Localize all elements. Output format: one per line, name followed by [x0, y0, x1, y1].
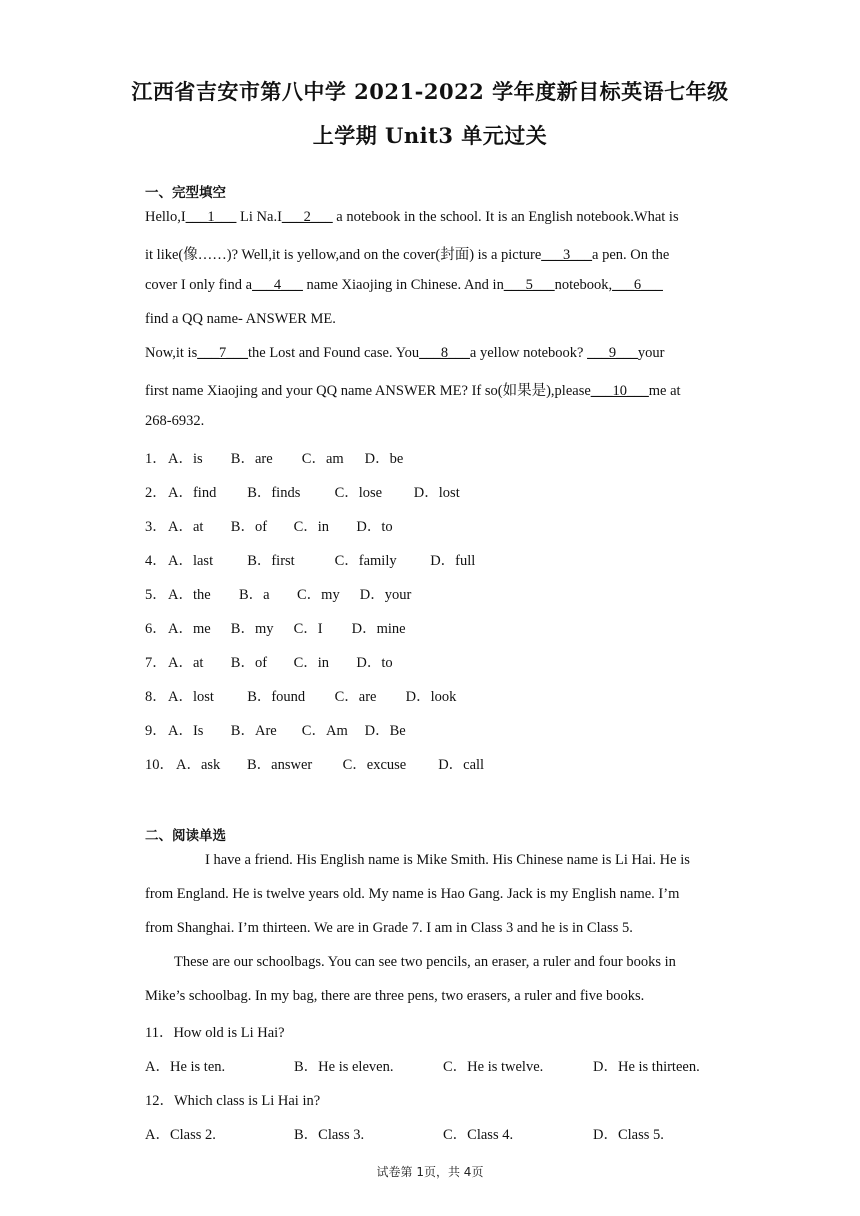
cloze-q1-option-c[interactable]: C．am — [301, 451, 344, 467]
cloze-q1-option-b[interactable]: B．are — [230, 451, 273, 467]
question-12: 12．Which class is Li Hai in? — [145, 1093, 321, 1109]
cloze-q5-option-d[interactable]: D．your — [359, 587, 412, 603]
reading-p2-line1: These are our schoolbags. You can see two pencils, an eraser, a ruler and four books in — [174, 954, 676, 970]
cloze-q4-option-b[interactable]: B．first — [247, 553, 295, 569]
blank-7: ___7___ — [197, 345, 248, 361]
cloze-q9-option-d[interactable]: D．Be — [364, 723, 406, 739]
cloze-q7-option-b[interactable]: B．of — [230, 655, 268, 671]
section-heading-cloze: 一、完型填空 — [145, 185, 226, 201]
cloze-q3-option-d[interactable]: D．to — [356, 519, 393, 535]
section-heading-reading: 二、阅读单选 — [145, 828, 226, 844]
blank-1: ___1___ — [185, 209, 237, 225]
cloze-q5-option-b[interactable]: B．a — [239, 587, 270, 603]
cloze-q5-option-a[interactable]: A．the — [168, 587, 211, 603]
cloze-q3-option-b[interactable]: B．of — [230, 519, 268, 535]
blank-4: ___4___ — [252, 277, 303, 293]
cloze-question-number: 3． — [145, 519, 167, 535]
cloze-question-number: 9． — [145, 723, 167, 739]
reading-p1-line2: from England. He is twelve years old. My name is Hao Gang. Jack is my English name. I’m — [145, 886, 680, 902]
cloze-line-1: Hello,I___1___ Li Na.I___2___ a notebook in the school. It is an English notebook.What is — [145, 209, 679, 225]
q12-option-c[interactable]: C．Class 4. — [443, 1127, 514, 1143]
cloze-q8-option-c[interactable]: C．are — [334, 689, 377, 705]
cloze-q9-option-b[interactable]: B．Are — [230, 723, 277, 739]
cloze-q10-option-a[interactable]: A．ask — [176, 757, 221, 773]
cloze-q8-option-b[interactable]: B．found — [247, 689, 306, 705]
cloze-q2-option-d[interactable]: D．lost — [413, 485, 460, 501]
cloze-q10-option-c[interactable]: C．excuse — [342, 757, 407, 773]
blank-3: ___3___ — [541, 247, 593, 263]
q11-option-b[interactable]: B．He is eleven. — [294, 1059, 394, 1075]
blank-9: ___9___ — [587, 345, 638, 361]
document-title-line2: 上学期 Unit3 单元过关 — [312, 123, 548, 148]
cloze-q6-option-a[interactable]: A．me — [168, 621, 211, 637]
reading-p1-line1: I have a friend. His English name is Mike Smith. His Chinese name is Li Hai. He is — [205, 852, 690, 868]
cloze-q4-option-a[interactable]: A．last — [168, 553, 214, 569]
cloze-q7-option-a[interactable]: A．at — [168, 655, 204, 671]
cloze-q8-option-d[interactable]: D．look — [405, 689, 457, 705]
cloze-q1-option-a[interactable]: A．is — [168, 451, 203, 467]
cloze-q6-option-d[interactable]: D．mine — [351, 621, 406, 637]
cloze-q9-option-a[interactable]: A．Is — [168, 723, 204, 739]
cloze-question-number: 5． — [145, 587, 167, 603]
cloze-q7-option-d[interactable]: D．to — [356, 655, 393, 671]
reading-p2-line2: Mike’s schoolbag. In my bag, there are three pens, two erasers, a ruler and five books. — [145, 988, 645, 1004]
cloze-q10-option-b[interactable]: B．answer — [247, 757, 313, 773]
page-footer: 试卷第 1页，共 4页 — [376, 1165, 484, 1179]
cloze-q6-option-c[interactable]: C．I — [293, 621, 323, 637]
cloze-question-number: 10． — [145, 757, 174, 773]
cloze-line-5: Now,it is___7___the Lost and Found case. You___8___a yellow notebook? ___9___your — [145, 345, 665, 361]
cloze-question-number: 6． — [145, 621, 167, 637]
q12-option-a[interactable]: A．Class 2. — [145, 1127, 216, 1143]
cloze-q3-option-c[interactable]: C．in — [293, 519, 330, 535]
q12-option-d[interactable]: D．Class 5. — [593, 1127, 664, 1143]
cloze-question-number: 1． — [145, 451, 167, 467]
cloze-line-3: cover I only find a___4___ name Xiaojing in Chinese. And in___5___notebook,___6___ — [145, 277, 663, 293]
reading-p1-line3: from Shanghai. I’m thirteen. We are in Grade 7. I am in Class 3 and he is in Class 5. — [145, 920, 633, 936]
cloze-q4-option-d[interactable]: D．full — [430, 553, 476, 569]
cloze-line-7: 268-6932. — [145, 413, 205, 429]
cloze-q2-option-c[interactable]: C．lose — [334, 485, 383, 501]
cloze-line-2: it like(像……)? Well,it is yellow,and on the cover(封面) is a picture___3___a pen. On the — [145, 247, 670, 263]
question-11: 11．How old is Li Hai? — [145, 1025, 285, 1041]
q11-option-d[interactable]: D．He is thirteen. — [593, 1059, 700, 1075]
cloze-q10-option-d[interactable]: D．call — [438, 757, 485, 773]
cloze-q8-option-a[interactable]: A．lost — [168, 689, 214, 705]
blank-6: ___6___ — [612, 277, 663, 293]
cloze-q6-option-b[interactable]: B．my — [230, 621, 274, 637]
cloze-q9-option-c[interactable]: C．Am — [301, 723, 348, 739]
cloze-q5-option-c[interactable]: C．my — [297, 587, 340, 603]
cloze-line-4: find a QQ name- ANSWER ME. — [145, 311, 336, 327]
cloze-q3-option-a[interactable]: A．at — [168, 519, 204, 535]
cloze-question-number: 4． — [145, 553, 167, 569]
cloze-q7-option-c[interactable]: C．in — [293, 655, 330, 671]
cloze-line-6: first name Xiaojing and your QQ name ANSWER ME? If so(如果是),please___10___me at — [145, 383, 681, 399]
blank-10: ___10___ — [590, 383, 649, 399]
blank-2: ___2___ — [281, 209, 333, 225]
cloze-question-number: 2． — [145, 485, 167, 501]
cloze-q1-option-d[interactable]: D．be — [364, 451, 404, 467]
blank-8: ___8___ — [419, 345, 470, 361]
q11-option-c[interactable]: C．He is twelve. — [443, 1059, 544, 1075]
q11-option-a[interactable]: A．He is ten. — [145, 1059, 226, 1075]
cloze-question-number: 7． — [145, 655, 167, 671]
document-title-line1: 江西省吉安市第八中学 2021-2022 学年度新目标英语七年级 — [131, 79, 729, 104]
q12-option-b[interactable]: B．Class 3. — [294, 1127, 365, 1143]
cloze-question-number: 8． — [145, 689, 167, 705]
cloze-q2-option-b[interactable]: B．finds — [247, 485, 301, 501]
cloze-q2-option-a[interactable]: A．find — [168, 485, 217, 501]
blank-5: ___5___ — [503, 277, 555, 293]
cloze-q4-option-c[interactable]: C．family — [334, 553, 397, 569]
